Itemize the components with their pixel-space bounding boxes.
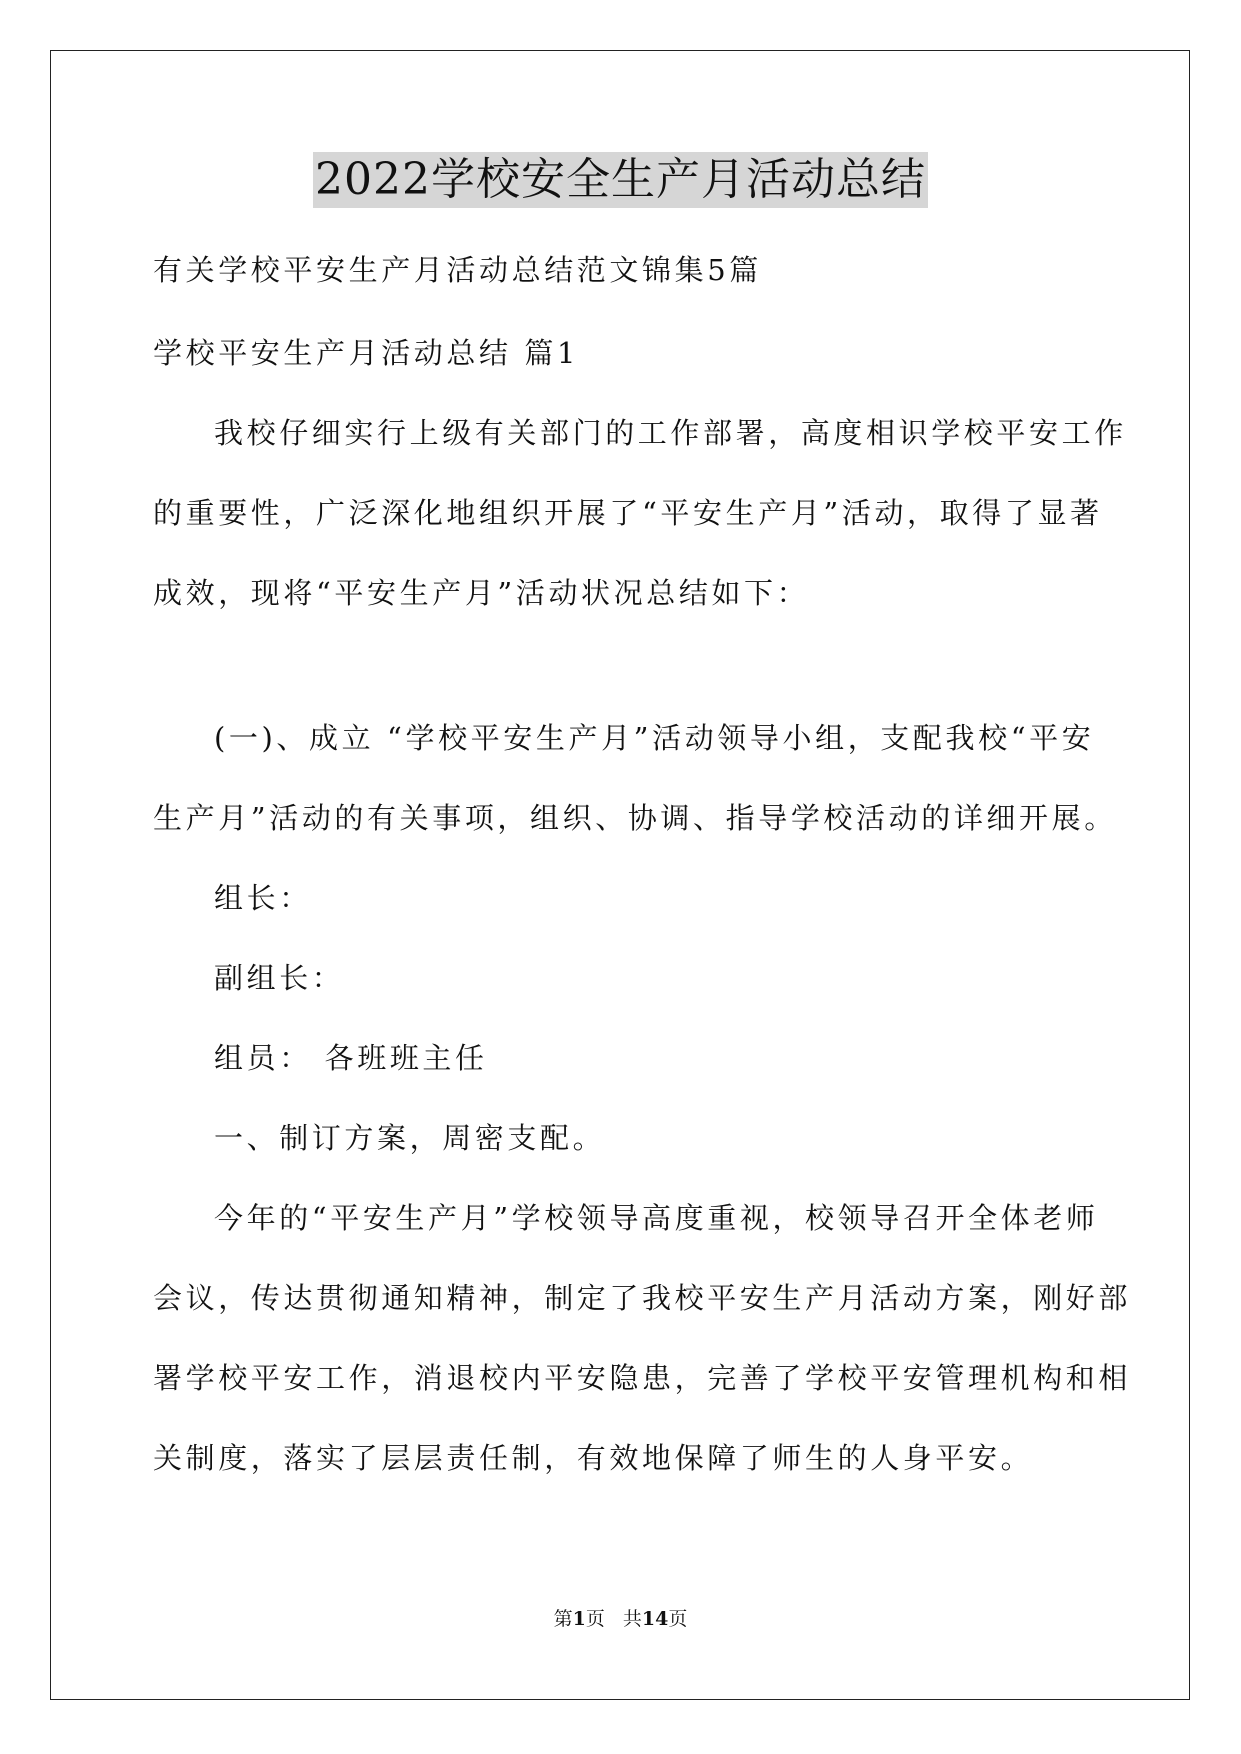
- deputy-leader-line: 副组长：: [214, 961, 345, 995]
- total-suffix: 页: [668, 1608, 688, 1630]
- page-number: 1: [572, 1608, 586, 1630]
- paragraph-3-line-3: 署学校平安工作，消退校内平安隐患，完善了学校平安管理机构和相: [153, 1361, 1132, 1395]
- paragraph-3-line-4: 关制度，落实了层层责任制，有效地保障了师生的人身平安。: [153, 1441, 1034, 1475]
- members-line: 组员： 各班班主任: [214, 1041, 488, 1075]
- paragraph-2-line-1: (一)、成立 “学校平安生产月”活动领导小组，支配我校“平安: [214, 721, 1095, 755]
- page-prefix: 第: [553, 1608, 573, 1630]
- section-heading: 学校平安生产月活动总结 篇1: [153, 336, 580, 370]
- page-footer: [0, 1607, 1241, 1631]
- paragraph-1-line-1: 我校仔细实行上级有关部门的工作部署，高度相识学校平安工作: [214, 416, 1127, 450]
- page-suffix: 页: [585, 1608, 605, 1630]
- paragraph-3-line-1: 今年的“平安生产月”学校领导高度重视，校领导召开全体老师: [214, 1201, 1099, 1235]
- subheading-plan: 一、制订方案，周密支配。: [214, 1121, 606, 1155]
- paragraph-3-line-2: 会议，传达贯彻通知精神，制定了我校平安生产月活动方案，刚好部: [153, 1281, 1132, 1315]
- paragraph-1-line-3: 成效，现将“平安生产月”活动状况总结如下：: [153, 576, 810, 610]
- subtitle-line: 有关学校平安生产月活动总结范文锦集5篇: [153, 253, 762, 287]
- paragraph-2-line-2: 生产月”活动的有关事项，组织、协调、指导学校活动的详细开展。: [153, 801, 1117, 835]
- leader-line: 组长：: [214, 881, 312, 915]
- paragraph-1-line-2: 的重要性，广泛深化地组织开展了“平安生产月”活动，取得了显著: [153, 496, 1103, 530]
- document-title-text: 2022学校安全生产月活动总结: [313, 152, 928, 208]
- total-prefix: 共: [622, 1608, 642, 1630]
- document-title: [0, 152, 1241, 208]
- total-pages: 14: [641, 1608, 669, 1630]
